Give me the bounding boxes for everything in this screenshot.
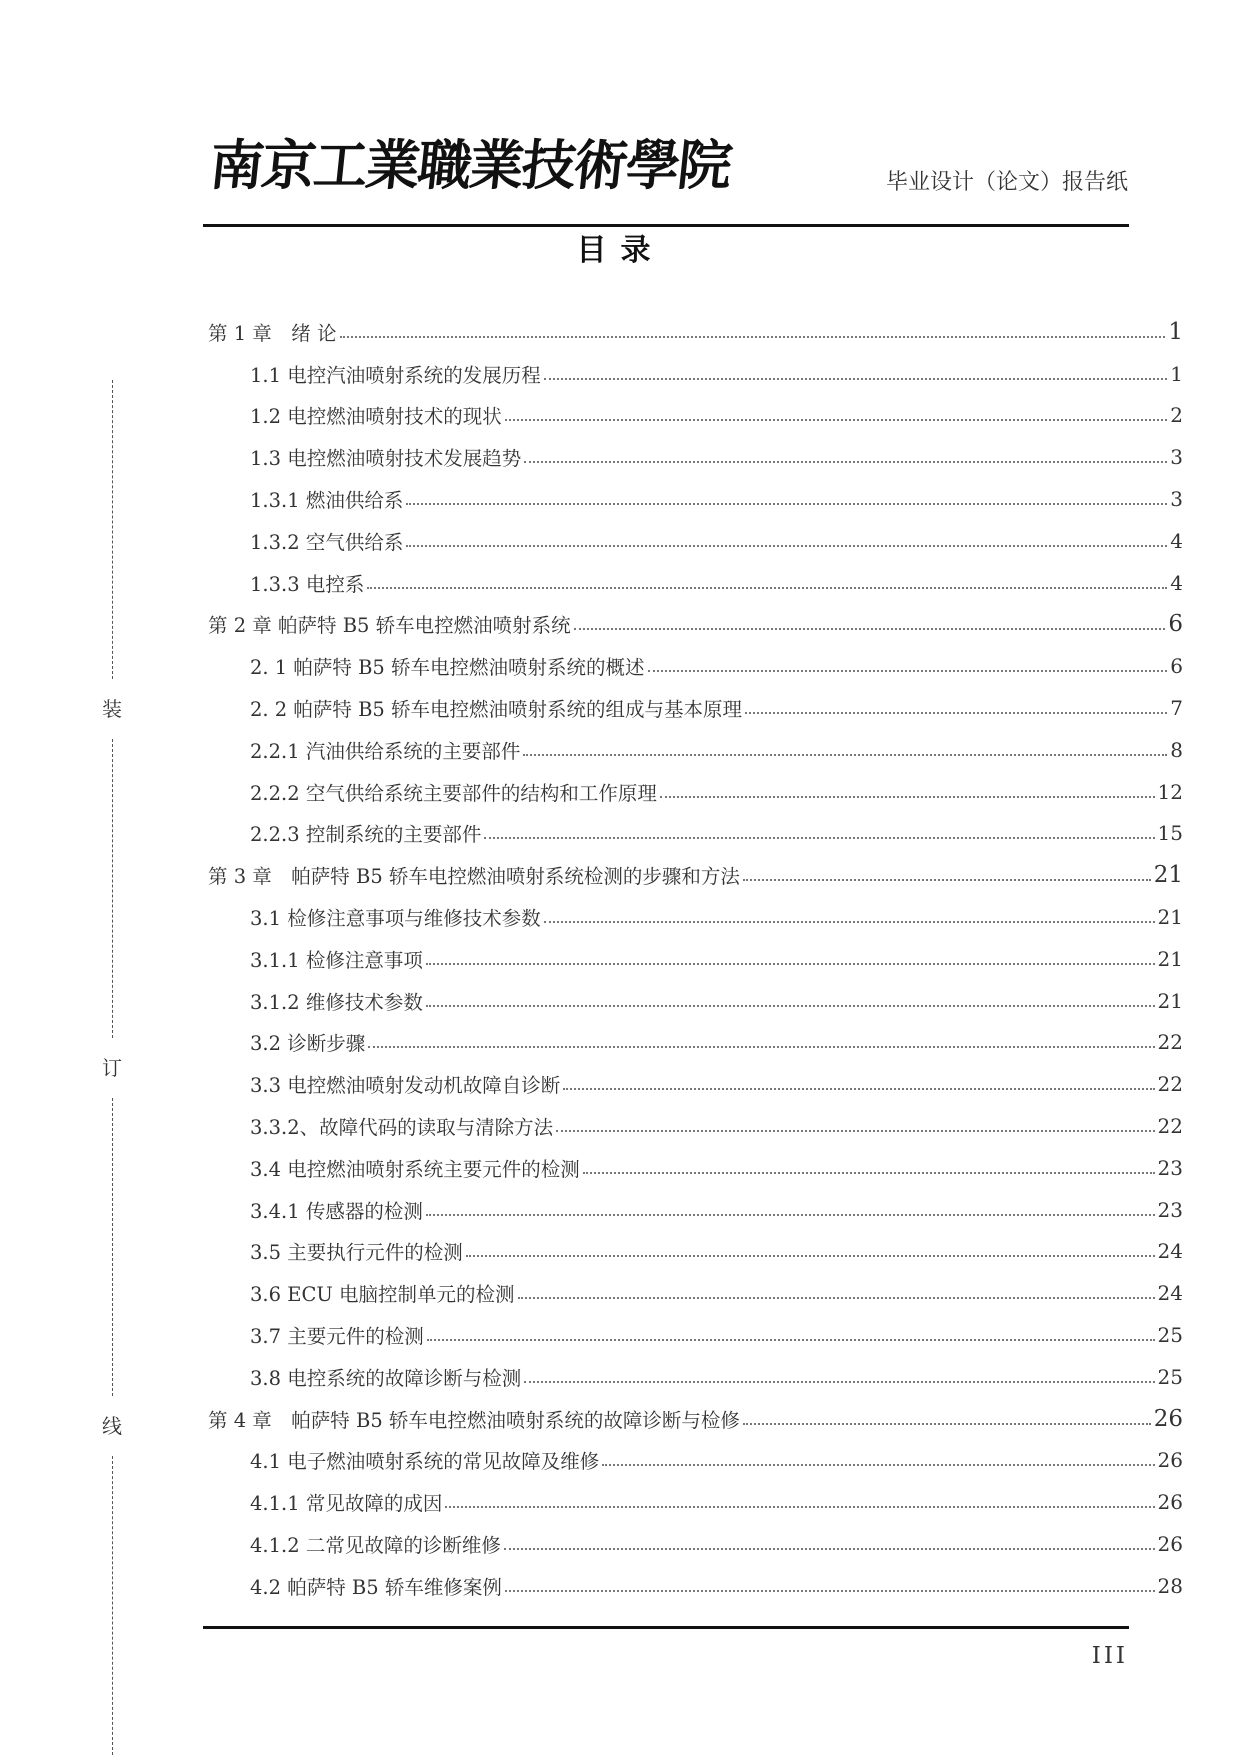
binding-dash: [112, 739, 113, 1038]
binding-dash: [112, 380, 113, 679]
header-divider: [203, 224, 1129, 227]
toc-section-entry[interactable]: [208, 687, 1183, 729]
toc-entry-page-number: 8: [1170, 737, 1183, 762]
toc-section-entry[interactable]: [208, 353, 1183, 395]
toc-entry-label: 第 3 章 帕萨特 B5 轿车电控燃油喷射系统检测的步骤和方法: [208, 865, 740, 889]
toc-section-entry[interactable]: [208, 938, 1183, 980]
toc-section-entry[interactable]: [208, 729, 1183, 771]
toc-entry-label: 4.2 帕萨特 B5 轿车维修案例: [250, 1575, 502, 1599]
toc-dot-leader: [484, 837, 1154, 839]
table-of-contents: [208, 311, 1183, 1607]
toc-entry-page-number: 12: [1157, 779, 1183, 804]
toc-entry-page-number: 6: [1170, 654, 1183, 679]
toc-entry-label: 3.6 ECU 电脑控制单元的检测: [250, 1283, 515, 1307]
toc-entry-label: 第 4 章 帕萨特 B5 轿车电控燃油喷射系统的故障诊断与检修: [208, 1408, 740, 1432]
binding-line: [100, 380, 124, 1755]
toc-entry-label: 第 2 章 帕萨特 B5 轿车电控燃油喷射系统: [208, 614, 571, 638]
toc-entry-page-number: 1: [1168, 318, 1183, 345]
toc-entry-page-number: 22: [1157, 1114, 1183, 1139]
toc-entry-page-number: 3: [1170, 445, 1183, 470]
toc-dot-leader: [743, 879, 1151, 881]
toc-entry-page-number: 26: [1157, 1532, 1183, 1556]
toc-entry-page-number: 23: [1157, 1197, 1183, 1222]
toc-entry-page-number: 21: [1157, 946, 1183, 971]
toc-entry-page-number: 25: [1157, 1323, 1183, 1348]
toc-section-entry[interactable]: [208, 562, 1183, 604]
toc-entry-page-number: 21: [1153, 862, 1183, 889]
toc-dot-leader: [367, 587, 1167, 589]
toc-entry-page-number: 24: [1157, 1281, 1183, 1306]
toc-section-entry[interactable]: [208, 1481, 1183, 1523]
toc-dot-leader: [426, 1214, 1155, 1216]
toc-entry-page-number: 7: [1170, 696, 1183, 721]
binding-char-ding: 订: [102, 1055, 122, 1080]
toc-dot-leader: [556, 1130, 1154, 1132]
toc-entry-label: 3.1.2 维修技术参数: [250, 990, 423, 1014]
toc-entry-label: 4.1.1 常见故障的成因: [250, 1492, 443, 1516]
school-logo: 南京工業職業技術學院: [206, 133, 734, 197]
toc-dot-leader: [602, 1464, 1154, 1466]
page-number: III: [1091, 1643, 1128, 1669]
toc-section-entry[interactable]: [208, 436, 1183, 478]
toc-entry-label: 1.3.2 空气供给系: [250, 530, 404, 554]
toc-entry-page-number: 21: [1157, 988, 1183, 1013]
toc-section-entry[interactable]: [208, 1565, 1183, 1607]
toc-dot-leader: [574, 628, 1166, 630]
toc-entry-page-number: 22: [1157, 1072, 1183, 1097]
binding-char-xian: 线: [102, 1414, 122, 1439]
toc-section-entry[interactable]: [208, 813, 1183, 855]
toc-section-entry[interactable]: [208, 1189, 1183, 1231]
toc-entry-label: 3.4.1 传感器的检测: [250, 1199, 423, 1223]
binding-dash: [112, 1456, 113, 1755]
binding-dash: [112, 1098, 113, 1397]
toc-entry-label: 1.3.1 燃油供给系: [250, 489, 404, 513]
toc-dot-leader: [368, 1046, 1154, 1048]
page-title: 目录: [576, 233, 665, 268]
toc-dot-leader: [743, 1423, 1151, 1425]
toc-entry-page-number: 22: [1157, 1030, 1183, 1055]
toc-chapter-entry[interactable]: [208, 604, 1183, 646]
toc-entry-label: 3.5 主要执行元件的检测: [250, 1241, 463, 1265]
toc-entry-label: 3.1.1 检修注意事项: [250, 948, 423, 972]
toc-entry-label: 4.1.2 二常见故障的诊断维修: [250, 1534, 501, 1557]
toc-entry-page-number: 23: [1157, 1155, 1183, 1180]
toc-entry-label: 2. 2 帕萨特 B5 轿车电控燃油喷射系统的组成与基本原理: [250, 698, 743, 722]
toc-section-entry[interactable]: [208, 478, 1183, 520]
toc-dot-leader: [660, 796, 1155, 798]
toc-entry-page-number: 15: [1157, 821, 1183, 846]
toc-dot-leader: [426, 1005, 1155, 1007]
toc-dot-leader: [518, 1297, 1155, 1299]
toc-entry-page-number: 26: [1157, 1448, 1183, 1473]
toc-entry-label: 1.2 电控燃油喷射技术的现状: [250, 405, 502, 429]
toc-dot-leader: [524, 461, 1167, 463]
toc-entry-label: 3.3 电控燃油喷射发动机故障自诊断: [250, 1074, 561, 1098]
toc-dot-leader: [648, 670, 1168, 672]
toc-section-entry[interactable]: [208, 395, 1183, 437]
toc-section-entry[interactable]: [208, 1314, 1183, 1356]
toc-entry-label: 2.2.1 汽油供给系统的主要部件: [250, 739, 521, 763]
toc-dot-leader: [445, 1506, 1154, 1508]
toc-section-entry[interactable]: [208, 1440, 1183, 1482]
toc-dot-leader: [544, 378, 1168, 380]
toc-entry-label: 1.1 电控汽油喷射系统的发展历程: [250, 363, 541, 387]
toc-entry-label: 3.2 诊断步骤: [250, 1032, 366, 1056]
toc-entry-label: 3.3.2、故障代码的读取与清除方法: [250, 1116, 554, 1140]
toc-dot-leader: [563, 1088, 1154, 1090]
toc-entry-page-number: 6: [1168, 611, 1183, 638]
toc-section-entry[interactable]: [208, 980, 1183, 1022]
toc-dot-leader: [505, 1590, 1155, 1592]
report-label: 毕业设计（论文）报告纸: [885, 170, 1128, 195]
toc-section-entry[interactable]: [208, 1105, 1183, 1147]
toc-section-entry[interactable]: [208, 771, 1183, 813]
toc-dot-leader: [426, 963, 1155, 965]
toc-entry-page-number: 26: [1153, 1405, 1183, 1432]
toc-section-entry[interactable]: [208, 645, 1183, 687]
toc-dot-leader: [504, 1548, 1155, 1550]
toc-chapter-entry[interactable]: [208, 1398, 1183, 1440]
footer-divider: [203, 1626, 1129, 1629]
toc-entry-label: 3.8 电控系统的故障诊断与检测: [250, 1366, 522, 1390]
toc-entry-page-number: 26: [1157, 1490, 1183, 1515]
toc-dot-leader: [466, 1255, 1155, 1257]
toc-entry-label: 2.2.3 控制系统的主要部件: [250, 823, 482, 847]
toc-section-entry[interactable]: [208, 1272, 1183, 1314]
toc-dot-leader: [523, 754, 1167, 756]
toc-section-entry[interactable]: [208, 1231, 1183, 1273]
toc-dot-leader: [340, 336, 1166, 338]
toc-entry-page-number: 4: [1170, 528, 1183, 553]
toc-entry-page-number: 1: [1170, 361, 1183, 386]
toc-dot-leader: [406, 545, 1167, 547]
toc-entry-page-number: 28: [1157, 1573, 1183, 1598]
toc-entry-page-number: 3: [1170, 487, 1183, 512]
toc-chapter-entry[interactable]: [208, 311, 1183, 353]
toc-dot-leader: [583, 1172, 1155, 1174]
toc-dot-leader: [745, 712, 1167, 714]
toc-section-entry[interactable]: [208, 1356, 1183, 1398]
toc-dot-leader: [406, 503, 1167, 505]
toc-entry-label: 2.2.2 空气供给系统主要部件的结构和工作原理: [250, 781, 657, 805]
toc-section-entry[interactable]: [208, 896, 1183, 938]
toc-section-entry[interactable]: [208, 520, 1183, 562]
toc-entry-label: 3.7 主要元件的检测: [250, 1325, 424, 1349]
toc-dot-leader: [427, 1339, 1155, 1341]
toc-entry-label: 1.3.3 电控系: [250, 572, 365, 596]
toc-entry-label: 1.3 电控燃油喷射技术发展趋势: [250, 447, 522, 471]
toc-dot-leader: [505, 419, 1168, 421]
toc-entry-label: 第 1 章 绪 论: [208, 321, 337, 345]
toc-entry-page-number: 21: [1157, 905, 1183, 930]
toc-entry-page-number: 4: [1170, 570, 1183, 595]
toc-dot-leader: [524, 1381, 1154, 1383]
toc-entry-page-number: 2: [1170, 403, 1183, 428]
toc-entry-label: 3.4 电控燃油喷射系统主要元件的检测: [250, 1157, 580, 1181]
toc-section-entry[interactable]: [208, 1022, 1183, 1064]
toc-entry-label: 2. 1 帕萨特 B5 轿车电控燃油喷射系统的概述: [250, 656, 645, 680]
toc-chapter-entry[interactable]: [208, 854, 1183, 896]
toc-section-entry[interactable]: [208, 1523, 1183, 1565]
toc-entry-label: 3.1 检修注意事项与维修技术参数: [250, 907, 541, 931]
binding-char-zhuang: 装: [102, 696, 122, 721]
toc-section-entry[interactable]: [208, 1063, 1183, 1105]
toc-entry-page-number: 25: [1157, 1364, 1183, 1389]
toc-entry-label: 4.1 电子燃油喷射系统的常见故障及维修: [250, 1450, 600, 1474]
toc-dot-leader: [544, 921, 1155, 923]
toc-section-entry[interactable]: [208, 1147, 1183, 1189]
toc-entry-page-number: 24: [1157, 1239, 1183, 1264]
